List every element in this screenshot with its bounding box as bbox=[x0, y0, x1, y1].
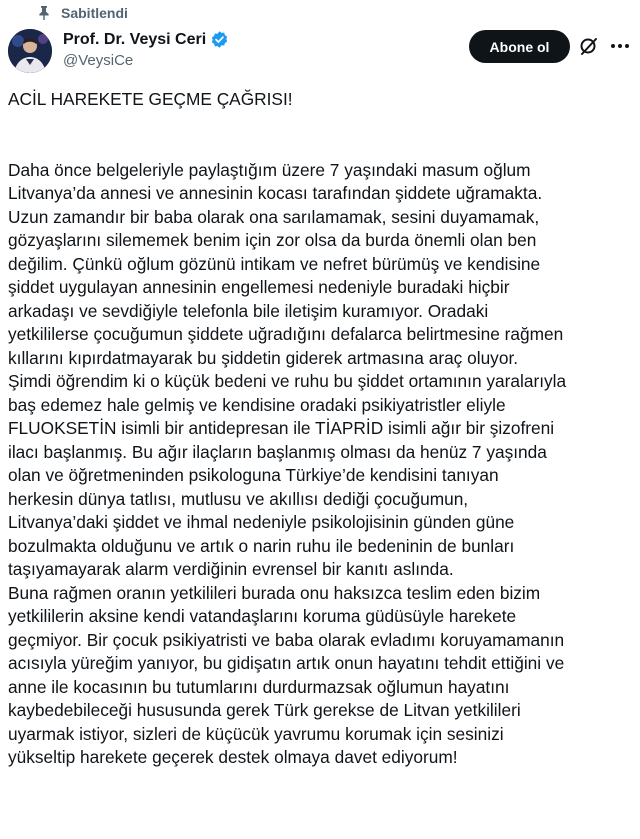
tweet-line: Uzun zamandır bir baba olarak ona sarılamamak, sesini duyamamak, bbox=[8, 206, 540, 227]
tweet-line: Şimdi öğrendim ki o küçük bedeni ve ruhu bu şiddet ortamının yaralarıyla bbox=[8, 371, 567, 391]
tweet-line: değilim. Çünkü oğlum gözünü intikam ve nefret bürümüş ve kendisine bbox=[8, 253, 541, 274]
tweet-line: ilacı başlanmış. Bu ağır ilaçların başlanmış olması da henüz 7 yaşında bbox=[8, 441, 547, 462]
tweet-line: olan ve öğretmeninden psikologuna Türkiye’de kendisini tanıyan bbox=[8, 465, 499, 485]
verified-badge-icon[interactable] bbox=[210, 30, 229, 49]
avatar[interactable] bbox=[8, 29, 52, 73]
tweet-line: geçmiyor. Bir çocuk psikiyatristi ve baba olarak evladımı koruyamamanın bbox=[8, 629, 565, 650]
tweet-line: yükseltip harekete geçerek destek olmaya davet ediyorum! bbox=[8, 747, 458, 767]
tweet-line: arkadaşı ve sevdiğiyle telefonla bile iletişim kuramıyor. Oradaki bbox=[8, 300, 489, 321]
tweet-line: taşıyamayarak alarm verdiğinin evrensel bir kanıtı aslında. bbox=[8, 559, 454, 579]
tweet-heading: ACİL HAREKETE GEÇME ÇAĞRISI! bbox=[8, 89, 293, 109]
tweet-line: yetkililerin aksine kendi vatandaşlarını koruma güdüsüyle harekete bbox=[8, 606, 517, 626]
tweet-line: Daha önce belgeleriyle paylaştığım üzere 7 yaşındaki masum oğlum bbox=[8, 159, 531, 180]
tweet-line: kaybedebileceği hususunda gerek Türk gerekse de Litvan yetkilileri bbox=[8, 700, 521, 720]
author-handle[interactable]: @VeysiCe bbox=[63, 52, 134, 69]
pin-icon bbox=[36, 5, 52, 21]
grok-icon[interactable] bbox=[578, 35, 600, 57]
tweet-line: gözyaşlarını silememek benim için zor olsa da burda önemli olan ben bbox=[8, 230, 537, 250]
tweet-line: kıllarını kıpırdatmayarak bu şiddetin giderek artmasına araç oluyor. bbox=[8, 347, 519, 368]
tweet-line: Buna rağmen oranın yetkilileri burada onu haksızca teslim eden bizim bbox=[8, 582, 541, 603]
author-name[interactable]: Prof. Dr. Veysi Ceri bbox=[63, 30, 207, 48]
tweet-line: anne ile kocasının bu tutumlarını durdurmazsak oğlumun hayatını bbox=[8, 676, 510, 697]
tweet-line: baş edemez hale gelmiş ve kendisine oradaki psikiyatristler eliyle bbox=[8, 394, 506, 415]
tweet-line: FLUOKSETİN isimli bir antidepresan ile TİAPRİD isimli ağır bir şizofreni bbox=[8, 418, 555, 438]
more-options-icon[interactable] bbox=[608, 35, 632, 57]
tweet-line: şiddet uygulayan annesinin engellemesi nedeniyle buradaki hiçbir bbox=[8, 277, 510, 297]
tweet-line: yetkililerse çocuğumun şiddete uğradığını defalarca belirtmesine rağmen bbox=[8, 324, 564, 344]
tweet-line: herkesin dünya tatlısı, mutlusu ve akıllısı dediği çocuğumun, bbox=[8, 488, 469, 509]
tweet-line: Litvanya’da annesi ve annesinin kocası tarafından şiddete uğramakta. bbox=[8, 183, 543, 203]
tweet-line: Litvanya’daki şiddet ve ihmal nedeniyle psikolojisinin günden güne bbox=[8, 512, 515, 532]
tweet-line: bozulmakta olduğunu ve artık o narin ruhu ile bedeninin de bunları bbox=[8, 535, 515, 556]
tweet-line: uyarmak istiyor, sizleri de küçücük yavrumu korumak için sesinizi bbox=[8, 723, 504, 744]
author-name-row[interactable] bbox=[63, 30, 229, 49]
follow-button[interactable]: Abone ol bbox=[469, 30, 570, 63]
pinned-label: Sabitlendi bbox=[61, 5, 128, 21]
tweet-text bbox=[8, 88, 638, 770]
tweet-line: acısıyla yüreğim yanıyor, bu gidişatın artık onun hayatını tehdit ettiğini ve bbox=[8, 653, 565, 673]
pinned-indicator bbox=[36, 5, 128, 21]
